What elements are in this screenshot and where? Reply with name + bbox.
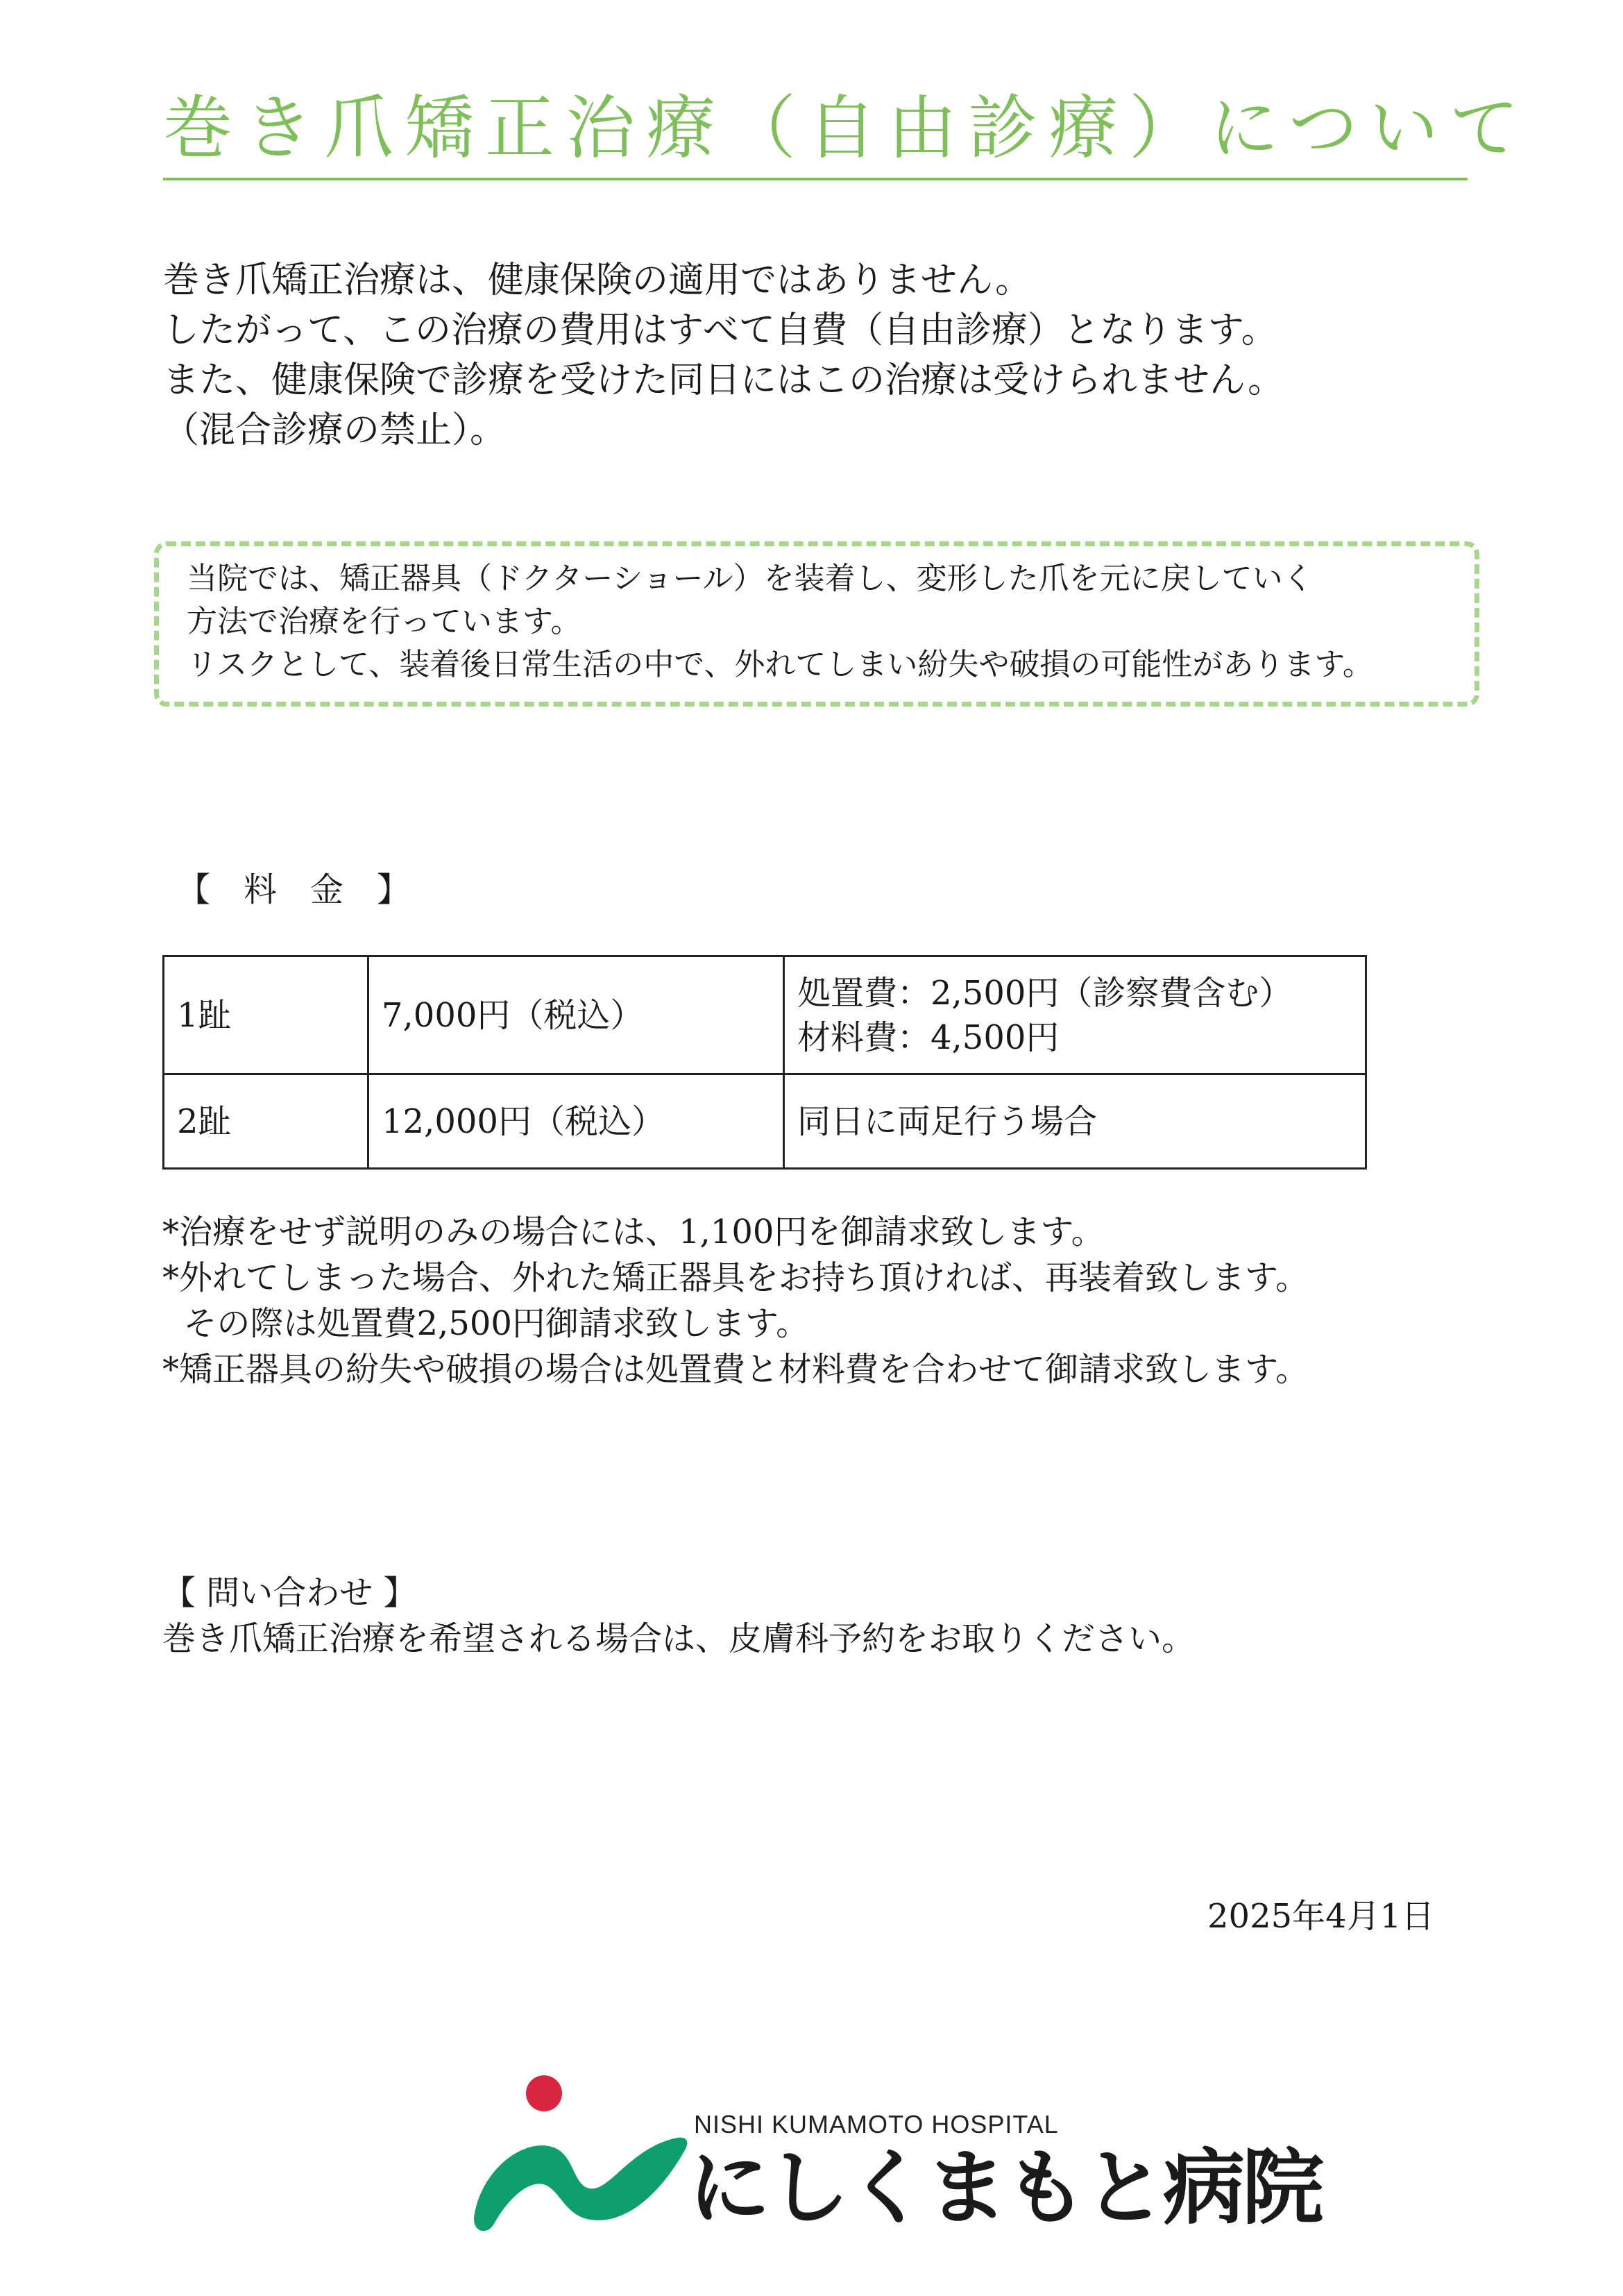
- table-row: [164, 1074, 1366, 1169]
- toe-count-cell: 1趾: [164, 956, 368, 1074]
- page-title: 巻き爪矯正治療（自由診療）について: [163, 83, 1468, 180]
- notice-line: リスクとして、装着後日常生活の中で、外れてしまい紛失や破損の可能性があります。: [187, 647, 1373, 682]
- hospital-name-japanese: にしくまもと病院: [688, 2140, 1322, 2236]
- footnote-line: *治療をせず説明のみの場合には、1,100円を御請求致します。: [162, 1213, 1105, 1251]
- intro-line: したがって、この治療の費用はすべて自費（自由診療）となります。: [163, 310, 1277, 351]
- contact-heading: 【 問い合わせ 】: [162, 1573, 417, 1612]
- logo-wave: [474, 2138, 687, 2231]
- toe-count-cell: 2趾: [164, 1074, 368, 1169]
- breakdown-line: 同日に両足行う場合: [797, 1101, 1098, 1141]
- notice-line: 方法で治療を行っています。: [187, 604, 581, 639]
- hospital-logo-icon: [469, 2071, 691, 2238]
- notice-line: 当院では、矯正器具（ドクターショール）を装着し、変形した爪を元に戻していく: [187, 561, 1314, 596]
- breakdown-cell: [784, 1074, 1366, 1169]
- footnote-line: *外れてしまった場合、外れた矯正器具をお持ち頂ければ、再装着致します。: [162, 1258, 1309, 1297]
- intro-paragraph: [163, 255, 1284, 455]
- footnote-line: *矯正器具の紛失や破損の場合は処置費と材料費を合わせて御請求致します。: [162, 1350, 1309, 1389]
- table-row: [164, 956, 1366, 1074]
- risk-notice-box: [154, 541, 1479, 707]
- price-cell: 12,000円（税込）: [368, 1074, 784, 1169]
- footnotes: [162, 1209, 1309, 1392]
- intro-line: 巻き爪矯正治療は、健康保険の適用ではありません。: [163, 260, 1032, 301]
- price-table: [162, 955, 1367, 1170]
- contact-section: [162, 1570, 1195, 1662]
- price-heading: 【 料 金 】: [177, 870, 411, 909]
- contact-text: 巻き爪矯正治療を希望される場合は、皮膚科予約をお取りください。: [162, 1619, 1196, 1658]
- hospital-name-english: NISHI KUMAMOTO HOSPITAL: [694, 2110, 1059, 2138]
- footnote-line: その際は処置費2,500円御請求致します。: [162, 1304, 810, 1343]
- breakdown-line: 処置費：2,500円（診察費含む）: [797, 973, 1293, 1013]
- intro-line: （混合診療の禁止）。: [163, 410, 507, 451]
- logo-dot: [526, 2075, 562, 2111]
- intro-line: また、健康保険で診療を受けた同日にはこの治療は受けられません。: [163, 360, 1284, 401]
- breakdown-cell: [784, 956, 1366, 1074]
- issue-date: 2025年4月1日: [1207, 1897, 1435, 1936]
- price-cell: 7,000円（税込）: [368, 956, 784, 1074]
- breakdown-line: 材料費：4,500円: [797, 1018, 1060, 1057]
